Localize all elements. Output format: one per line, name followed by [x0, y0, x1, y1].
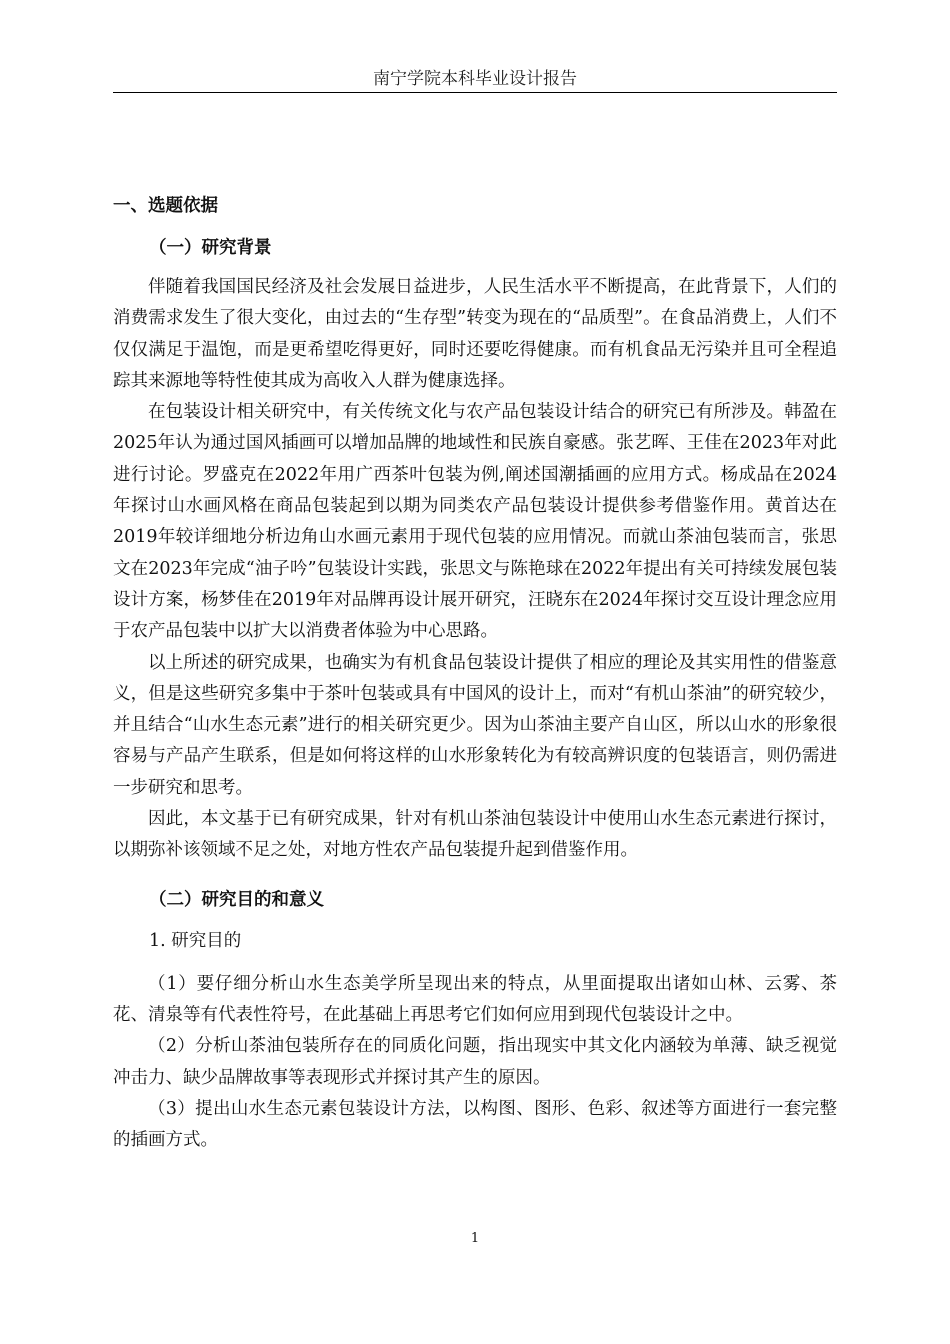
- page-header: 南宁学院本科毕业设计报告: [373, 69, 577, 89]
- paragraph-background-2: 在包装设计相关研究中，有关传统文化与农产品包装设计结合的研究已有所涉及。韩盈在2025年认为通过国风插画可以增加品牌的地域性和民族自豪感。张艺晖、王佳在2023年对此进行讨论。罗盛克在2022年用广西茶叶包装为例,阐述国潮插画的应用方式。杨成品在2024年探讨山水画风格在商品包装起到以期为同类农产品包装设计提供参考借鉴作用。黄首达在2019年较详细地分析边角山水画元素用于现代包装的应用情况。而就山茶油包装而言，张思文在2023年完成“油子吟”包装设计实践，张思文与陈艳球在2022年提出有关可持续发展包装设计方案，杨梦佳在2019年对品牌再设计展开研究，汪晓东在2024年探讨交互设计理念应用于农产品包装中以扩大以消费者体验为中心思路。: [113, 402, 837, 642]
- item-heading-research-purpose: 1. 研究目的: [149, 930, 242, 951]
- paragraph-background-1: 伴随着我国国民经济及社会发展日益进步，人民生活水平不断提高，在此背景下，人们的消费需求发生了很大变化，由过去的“生存型”转变为现在的“品质型”。在食品消费上，人们不仅仅满足于温饱，而是更希望吃得更好，同时还要吃得健康。而有机食品无污染并且可全程追踪其来源地等特性使其成为高收入人群为健康选择。: [113, 277, 837, 391]
- paragraph-purpose-3: （3）提出山水生态元素包装设计方法，以构图、图形、色彩、叙述等方面进行一套完整的插画方式。: [113, 1098, 837, 1151]
- section-heading-selection-basis: 一、选题依据: [113, 196, 218, 216]
- subsection-heading-purpose-significance: （二）研究目的和意义: [149, 889, 324, 910]
- paragraph-purpose-1: （1）要仔细分析山水生态美学所呈现出来的特点，从里面提取出诸如山林、云雾、茶花、清泉等有代表性符号，在此基础上再思考它们如何应用到现代包装设计之中。: [113, 973, 837, 1025]
- subsection-heading-background: （一）研究背景: [149, 238, 272, 258]
- paragraph-purpose-2: （2）分析山茶油包装所存在的同质化问题，指出现实中其文化内涵较为单薄、缺乏视觉冲击力、缺少品牌故事等表现形式并探讨其产生的原因。: [113, 1036, 837, 1088]
- paragraph-background-3: 以上所述的研究成果，也确实为有机食品包装设计提供了相应的理论及其实用性的借鉴意义，但是这些研究多集中于茶叶包装或具有中国风的设计上，而对“有机山茶油”的研究较少，并且结合“山水生态元素”进行的相关研究更少。因为山茶油主要产自山区，所以山水的形象很容易与产品产生联系，但是如何将这样的山水形象转化为有较高辨识度的包装语言，则仍需进一步研究和思考。: [113, 652, 837, 798]
- page-number: 1: [470, 1231, 480, 1246]
- paragraph-background-4: 因此，本文基于已有研究成果，针对有机山茶油包装设计中使用山水生态元素进行探讨，以期弥补该领域不足之处，对地方性农产品包装提升起到借鉴作用。: [113, 809, 837, 861]
- header-rule: [113, 92, 837, 93]
- document-body: [113, 190, 837, 1156]
